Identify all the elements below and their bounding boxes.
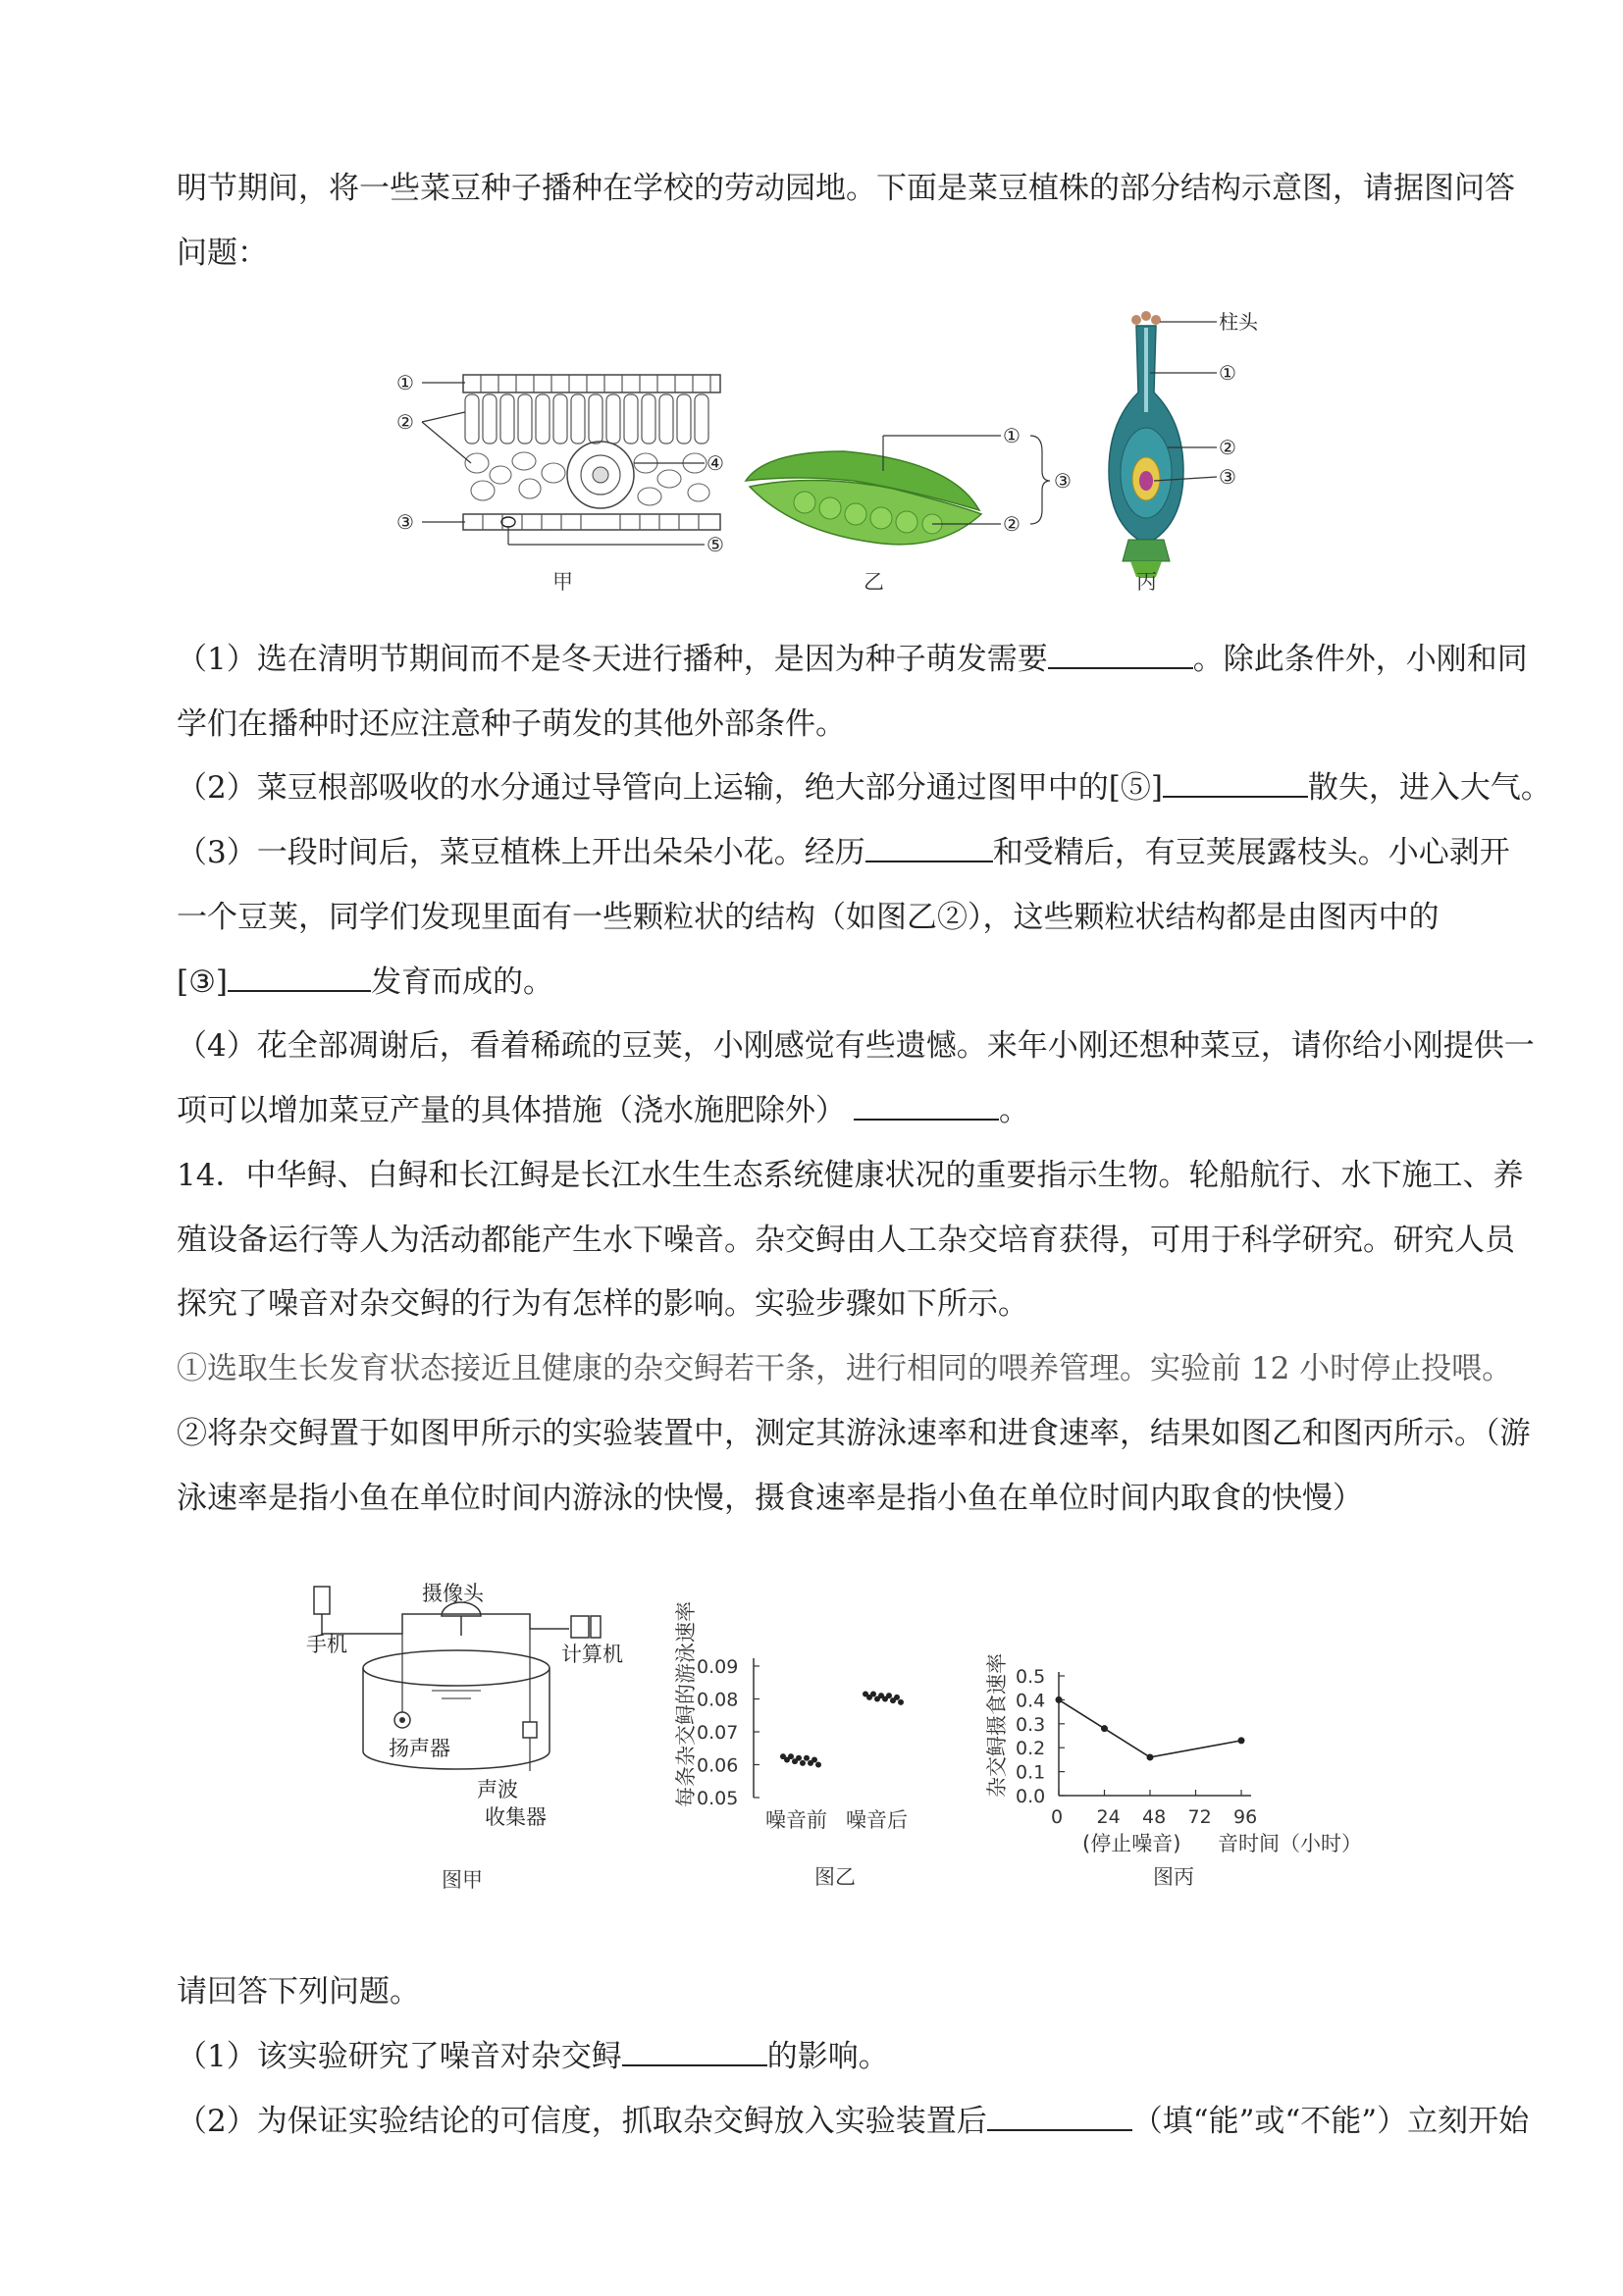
q13-part3-line1 — [177, 833, 1510, 872]
q13-p2-text-b: 散失，进入大气。 — [1307, 770, 1551, 806]
q14-line-2: 殖设备运行等人为活动都能产生水下噪音。杂交鲟由人工杂交培育获得，可用于科学研究。研究人员 — [177, 1223, 1515, 1258]
q13-p4-blank[interactable] — [854, 1091, 999, 1121]
q13-part2 — [177, 768, 1551, 808]
q13-p1-blank[interactable] — [1048, 640, 1193, 669]
q13-part1-line2: 学们在播种时还应注意种子萌发的其他外部条件。 — [177, 706, 846, 742]
jia-label-3: ③ — [396, 510, 414, 534]
apparatus-collector-label-1: 声波 — [477, 1778, 518, 1801]
bing-data-point — [1056, 1696, 1063, 1703]
bing-ylabel: 杂交鲟摄食速率 — [985, 1653, 1009, 1798]
yi-data-point — [804, 1755, 810, 1761]
yi-data-point — [890, 1697, 896, 1703]
figure-yi-pea-pod — [736, 412, 1099, 599]
q14-q2-text-a: （2）为保证实验结论的可信度，抓取杂交鲟放入实验装置后 — [177, 2104, 987, 2139]
q13-part3-line2: 一个豆荚，同学们发现里面有一些颗粒状的结构（如图乙②），这些颗粒状结构都是由图丙中的 — [177, 900, 1440, 935]
q13-part3-line3 — [177, 963, 553, 1002]
figure-bing-pistil — [1089, 304, 1285, 599]
apparatus-collector-label-2: 收集器 — [485, 1805, 547, 1829]
bing-data-point — [1238, 1737, 1245, 1744]
bing-y-tick-label: 0.2 — [1016, 1738, 1046, 1760]
jia-label-5: ⑤ — [707, 533, 724, 556]
q14-q1-blank[interactable] — [622, 2037, 767, 2066]
yi-data-point — [898, 1699, 904, 1705]
yi-label-1: ① — [1003, 424, 1021, 447]
yi-tick-label: 0.05 — [697, 1788, 739, 1809]
bing-x-tick-label: 96 — [1233, 1806, 1258, 1828]
bing-series-line — [1059, 1699, 1241, 1757]
bing-y-tick-label: 0.0 — [1016, 1786, 1046, 1807]
yi-tick-label: 0.06 — [697, 1754, 739, 1777]
yi-data-point — [815, 1762, 821, 1768]
q14-questions-intro: 请回答下列问题。 — [177, 1974, 420, 2009]
yi-data-point — [866, 1695, 872, 1700]
bing-x-tick-label: 0 — [1051, 1806, 1064, 1828]
bing-caption: 丙 — [1136, 570, 1157, 594]
q13-p3-text-a: （3）一段时间后，菜豆植株上开出朵朵小花。经历 — [177, 835, 865, 870]
yi-caption: 乙 — [864, 570, 884, 594]
figure2-jia-apparatus — [304, 1575, 638, 1899]
figure2-yi-scatter-chart — [667, 1570, 942, 1899]
q14-question-1 — [177, 2037, 889, 2076]
bing-x-tick-label: 72 — [1187, 1806, 1212, 1828]
q14-step-2-line2: 泳速率是指小鱼在单位时间内游泳的快慢，摄食速率是指小鱼在单位时间内取食的快慢） — [177, 1481, 1363, 1516]
yi-data-point — [800, 1760, 806, 1766]
yi-data-point — [808, 1760, 813, 1766]
q13-p3-text-b: 和受精后，有豆荚展露枝头。小心剥开 — [992, 835, 1510, 870]
q14-step-2-line1: ②将杂交鲟置于如图甲所示的实验装置中，测定其游泳速率和进食速率，结果如图乙和图丙所示。（游 — [177, 1416, 1531, 1451]
q13-part4-line2 — [177, 1091, 1029, 1130]
yi-tick-label: 0.09 — [697, 1656, 739, 1678]
fig2-bing-caption: 图丙 — [1153, 1865, 1194, 1889]
bing-data-point — [1147, 1753, 1154, 1760]
yi-category-1: 噪音前 — [765, 1808, 827, 1832]
jia-label-1: ① — [396, 371, 414, 394]
apparatus-speaker-label: 扬声器 — [389, 1737, 450, 1760]
yi-label-3: ③ — [1054, 469, 1072, 493]
q13-p4-text-c: 。 — [999, 1093, 1029, 1128]
yi-tick-label: 0.08 — [697, 1689, 739, 1711]
yi-tick-label: 0.07 — [697, 1722, 739, 1744]
q14-line-1: 14．中华鲟、白鲟和长江鲟是长江水生生态系统健康状况的重要指示生物。轮船航行、水下施工、养 — [177, 1158, 1524, 1193]
q13-p2-blank[interactable] — [1163, 768, 1308, 798]
q13-p4-text-b: 项可以增加菜豆产量的具体措施（浇水施肥除外） — [177, 1093, 846, 1128]
yi-ylabel: 每条杂交鲟的游泳速率 — [674, 1601, 698, 1807]
q13-p1-text-a: （1）选在清明节期间而不是冬天进行播种，是因为种子萌发需要 — [177, 642, 1048, 677]
yi-category-2: 噪音后 — [846, 1808, 908, 1832]
q13-p3-blank-1[interactable] — [865, 833, 993, 862]
bing-y-tick-label: 0.1 — [1016, 1761, 1046, 1784]
yi-data-point — [874, 1696, 880, 1702]
fig2-jia-caption: 图甲 — [442, 1868, 483, 1892]
bing-label-stigma: 柱头 — [1219, 310, 1258, 334]
q13-p3-text-d: [③] — [177, 965, 228, 1000]
q14-q2-blank[interactable] — [987, 2102, 1132, 2131]
yi-data-point — [792, 1758, 798, 1764]
bing-label-2: ② — [1219, 436, 1236, 459]
q13-p2-text-a: （2）菜豆根部吸收的水分通过导管向上运输，绝大部分通过图甲中的[⑤] — [177, 770, 1163, 806]
q13-p3-blank-2[interactable] — [228, 963, 371, 992]
apparatus-camera-label: 摄像头 — [422, 1582, 484, 1605]
q14-q1-text-a: （1）该实验研究了噪音对杂交鲟 — [177, 2039, 622, 2074]
yi-label-2: ② — [1003, 512, 1021, 536]
fig2-yi-caption: 图乙 — [814, 1865, 856, 1889]
figure2-bing-line-chart — [976, 1570, 1388, 1899]
yi-data-point — [784, 1756, 790, 1762]
bing-y-tick-label: 0.3 — [1016, 1713, 1046, 1736]
yi-data-point — [882, 1696, 888, 1702]
q14-q2-text-b: （填“能”或“不能”）立刻开始 — [1131, 2104, 1530, 2139]
q13-part4-line1: （4）花全部凋谢后，看着稀疏的豆荚，小刚感觉有些遗憾。来年小刚还想种菜豆，请你给小刚提供一 — [177, 1028, 1535, 1064]
bing-xlabel: 音时间（小时） — [1218, 1832, 1362, 1855]
bing-x-tick-label: 48 — [1142, 1806, 1167, 1828]
q14-q1-text-b: 的影响。 — [766, 2039, 889, 2074]
apparatus-phone-label: 手机 — [306, 1633, 347, 1656]
bing-y-tick-label: 0.5 — [1016, 1666, 1046, 1688]
figure-jia-leaf-section — [393, 353, 746, 599]
jia-label-4: ④ — [707, 451, 724, 475]
bing-x-tick-label: 24 — [1096, 1806, 1121, 1828]
bing-label-1: ① — [1219, 361, 1236, 385]
q14-question-2 — [177, 2102, 1529, 2141]
q13-part1-line1 — [177, 640, 1528, 679]
bing-y-tick-label: 0.4 — [1016, 1690, 1046, 1712]
intro-line-2: 问题： — [177, 235, 268, 271]
bing-stop-annotation: (停止噪音) — [1082, 1832, 1181, 1855]
q14-line-3: 探究了噪音对杂交鲟的行为有怎样的影响。实验步骤如下所示。 — [177, 1286, 1028, 1322]
q14-step-1: ①选取生长发育状态接近且健康的杂交鲟若干条，进行相同的喂养管理。实验前 12 小时停止投喂。 — [177, 1351, 1513, 1386]
bing-label-3: ③ — [1219, 465, 1236, 489]
bing-data-point — [1101, 1725, 1108, 1732]
jia-caption: 甲 — [552, 570, 573, 594]
intro-line-1: 明节期间，将一些菜豆种子播种在学校的劳动园地。下面是菜豆植株的部分结构示意图，请据图问答 — [177, 171, 1515, 206]
jia-label-2: ② — [396, 410, 414, 434]
q13-p1-text-b: 。除此条件外，小刚和同 — [1192, 642, 1528, 677]
apparatus-computer-label: 计算机 — [561, 1643, 623, 1666]
q13-p3-text-e: 发育而成的。 — [370, 965, 553, 1000]
